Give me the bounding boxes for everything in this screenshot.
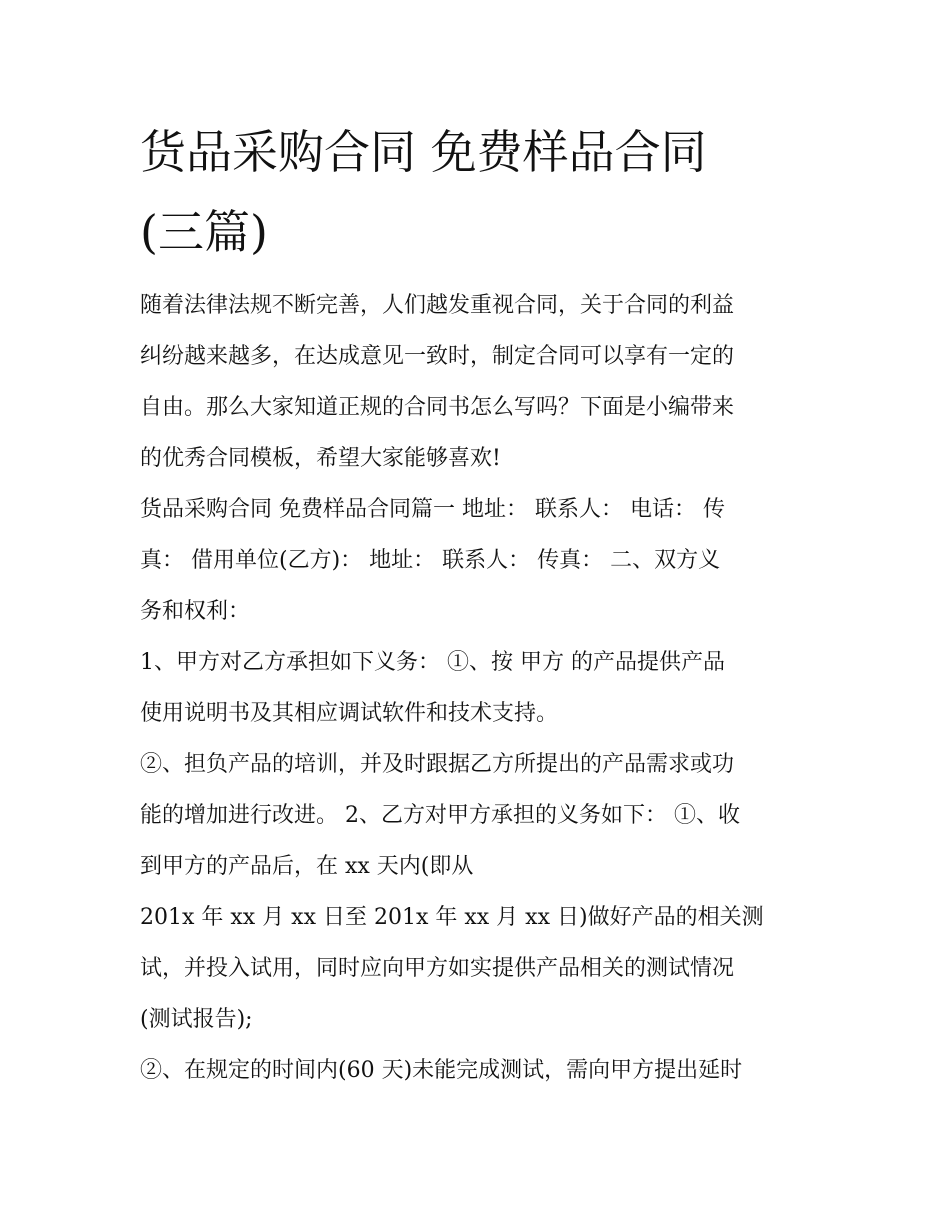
body-line: 货品采购合同 免费样品合同篇一 地址： 联系人： 电话： 传 <box>140 497 725 522</box>
body-line: 使用说明书及其相应调试软件和技术支持。 <box>140 701 559 726</box>
body-line: (测试报告); <box>140 1007 253 1032</box>
document-title <box>140 112 820 272</box>
body-line: 纠纷越来越多，在达成意见一致时，制定合同可以享有一定的 <box>140 344 735 369</box>
body-line: 的优秀合同模板，希望大家能够喜欢! <box>140 446 501 471</box>
body-line: 1、甲方对乙方承担如下义务： ①、按 甲方 的产品提供产品 <box>140 650 725 675</box>
body-line: 试，并投入试用，同时应向甲方如实提供产品相关的测试情况 <box>140 956 735 981</box>
body-line: 到甲方的产品后，在 xx 天内(即从 <box>140 854 474 879</box>
document-body <box>140 280 820 1096</box>
body-line: 务和权利： <box>140 599 251 624</box>
body-line: 自由。那么大家知道正规的合同书怎么写吗？下面是小编带来 <box>140 395 735 420</box>
title-line-2: (三篇) <box>140 205 268 259</box>
body-line: 能的增加进行改进。 2、乙方对甲方承担的义务如下： ①、收 <box>140 803 740 828</box>
body-line: 真： 借用单位(乙方)： 地址： 联系人： 传真： 二、双方义 <box>140 548 721 573</box>
body-line: 随着法律法规不断完善，人们越发重视合同，关于合同的利益 <box>140 293 735 318</box>
document-page <box>140 112 820 1096</box>
title-line-1: 货品采购合同 免费样品合同 <box>140 125 707 179</box>
body-line: ②、在规定的时间内(60 天)未能完成测试，需向甲方提出延时 <box>140 1058 743 1083</box>
body-line: ②、担负产品的培训，并及时跟据乙方所提出的产品需求或功 <box>140 752 735 777</box>
body-line: 201x 年 xx 月 xx 日至 201x 年 xx 月 xx 日)做好产品的相关测 <box>140 905 764 930</box>
